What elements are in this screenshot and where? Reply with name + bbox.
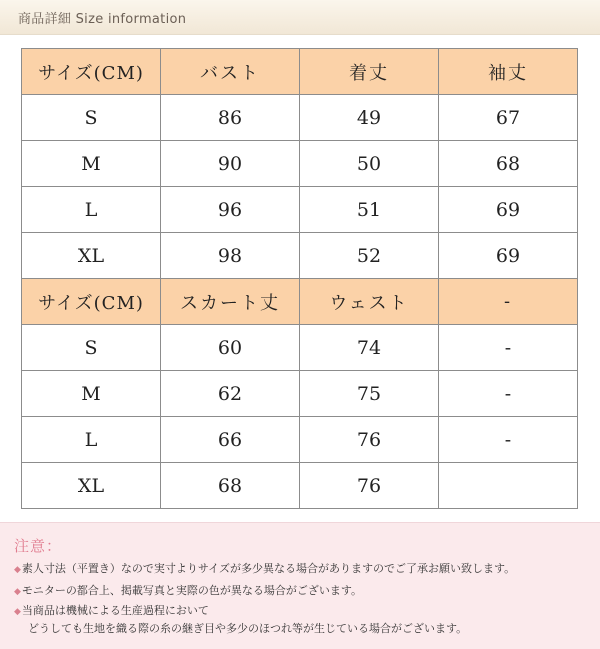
diamond-bullet-icon: ◆ [14,607,21,617]
table-row [22,417,578,463]
note-item-continuation [28,620,467,636]
note-text: 素人寸法（平置き）なので実寸よりサイズが多少異なる場合がありますのでご了承お願い致します。 [21,562,516,575]
header-cell-length: 着丈 [300,49,439,95]
cell-value: 62 [161,371,300,417]
cell-value: - [439,371,578,417]
table-header-row [22,49,578,95]
notes-panel [0,522,600,649]
table-header-row [22,279,578,325]
header-bar [0,0,600,35]
header-cell-size: サイズ(CM) [22,279,161,325]
cell-value: 69 [439,187,578,233]
cell-value: 69 [439,233,578,279]
cell-value: 60 [161,325,300,371]
cell-value: 66 [161,417,300,463]
header-cell-sleeve: 袖丈 [439,49,578,95]
table-row [22,95,578,141]
cell-value: 96 [161,187,300,233]
note-item [14,602,209,618]
cell-value: 86 [161,95,300,141]
cell-value: 52 [300,233,439,279]
cell-value [439,463,578,509]
table-row [22,187,578,233]
cell-value: 49 [300,95,439,141]
cell-value: 76 [300,417,439,463]
header-cell-waist: ウェスト [300,279,439,325]
cell-value: 90 [161,141,300,187]
header-cell-skirt-length: スカート丈 [161,279,300,325]
header-cell-size: サイズ(CM) [22,49,161,95]
size-table [21,48,578,509]
note-item [14,582,362,598]
cell-value: 76 [300,463,439,509]
cell-value: - [439,325,578,371]
cell-size: S [22,95,161,141]
cell-size: L [22,187,161,233]
cell-size: M [22,371,161,417]
cell-value: 51 [300,187,439,233]
cell-size: L [22,417,161,463]
diamond-bullet-icon: ◆ [14,565,21,575]
diamond-bullet-icon: ◆ [14,587,21,597]
cell-value: - [439,417,578,463]
note-text: モニターの都合上、掲載写真と実際の色が異なる場合がございます。 [21,584,363,597]
header-cell-empty: - [439,279,578,325]
cell-value: 98 [161,233,300,279]
table-row [22,141,578,187]
note-text: どうしても生地を織る際の糸の継ぎ目や多少のほつれ等が生じている場合がございます。 [28,622,468,635]
cell-size: S [22,325,161,371]
cell-size: XL [22,233,161,279]
table-row [22,233,578,279]
table-row [22,325,578,371]
table-row [22,371,578,417]
notes-title: 注意： [14,537,63,555]
cell-size: M [22,141,161,187]
table-row [22,463,578,509]
note-text: 当商品は機械による生産過程において [21,604,209,617]
header-cell-bust: バスト [161,49,300,95]
cell-value: 67 [439,95,578,141]
cell-value: 75 [300,371,439,417]
cell-value: 74 [300,325,439,371]
cell-value: 68 [161,463,300,509]
header-title: 商品詳細 Size information [18,12,187,27]
cell-value: 50 [300,141,439,187]
cell-size: XL [22,463,161,509]
cell-value: 68 [439,141,578,187]
note-item [14,560,515,576]
